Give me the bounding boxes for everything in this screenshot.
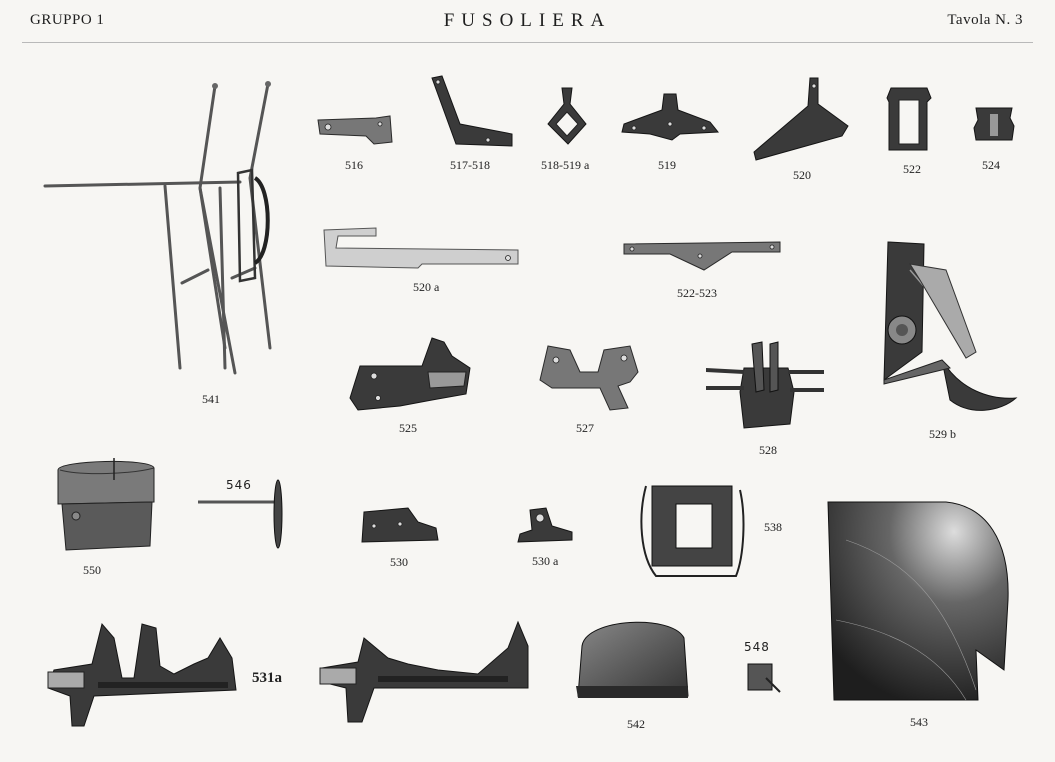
part-517-518-illustration (428, 74, 516, 150)
part-516-illustration (314, 112, 394, 146)
part-517-518-label: 517-518 (450, 158, 490, 172)
part-530-illustration (358, 506, 442, 546)
part-518-519a-illustration (544, 86, 590, 148)
part-519-label: 519 (658, 158, 676, 172)
part-519-illustration (620, 92, 720, 142)
header-rule (22, 42, 1033, 43)
part-516-label: 516 (345, 158, 363, 172)
part-550-illustration (52, 456, 158, 552)
part-546-illustration (196, 478, 288, 552)
plate-title: FUSOLIERA (443, 10, 612, 31)
part-518-519a-label: 518-519 a (541, 158, 590, 172)
part-530a-illustration (516, 506, 576, 546)
part-542-label: 542 (627, 717, 645, 731)
part-528-label: 528 (759, 443, 777, 457)
part-520a-illustration (322, 226, 522, 272)
part-524-illustration (972, 104, 1016, 144)
part-538-label: 538 (764, 520, 782, 534)
part-531a-right-rail-illustration (318, 618, 532, 728)
part-520a-label: 520 a (413, 280, 440, 294)
part-543-illustration (826, 500, 1012, 704)
part-530-label: 530 (390, 555, 408, 569)
part-522-523-label: 522-523 (677, 286, 717, 300)
part-538-illustration (636, 476, 748, 580)
part-541-frame-illustration (40, 78, 280, 378)
part-548-illustration (746, 662, 782, 696)
part-542-illustration (572, 616, 692, 702)
part-528-illustration (704, 340, 828, 432)
part-531a-left-rail-illustration (44, 618, 240, 730)
part-525-illustration (348, 336, 474, 412)
part-541-label: 541 (202, 392, 220, 406)
part-520-label: 520 (793, 168, 811, 182)
part-525-label: 525 (399, 421, 417, 435)
part-550-label: 550 (83, 563, 101, 577)
part-530a-label: 530 a (532, 554, 559, 568)
part-524-label: 524 (982, 158, 1000, 172)
part-527-label: 527 (576, 421, 594, 435)
part-522-label: 522 (903, 162, 921, 176)
part-529b-label: 529 b (929, 427, 956, 441)
part-543-label: 543 (910, 715, 928, 729)
part-522-illustration (885, 86, 933, 152)
part-548-label: 548 (744, 640, 770, 654)
plate-number: Tavola N. 3 (947, 12, 1023, 28)
group-heading: GRUPPO 1 (30, 12, 105, 28)
part-529b-illustration (880, 240, 1020, 420)
part-531a-label: 531a (252, 670, 282, 686)
part-522-523-illustration (620, 238, 784, 276)
part-546-label: 546 (226, 478, 252, 492)
part-527-illustration (538, 342, 640, 412)
part-520-illustration (752, 76, 852, 162)
